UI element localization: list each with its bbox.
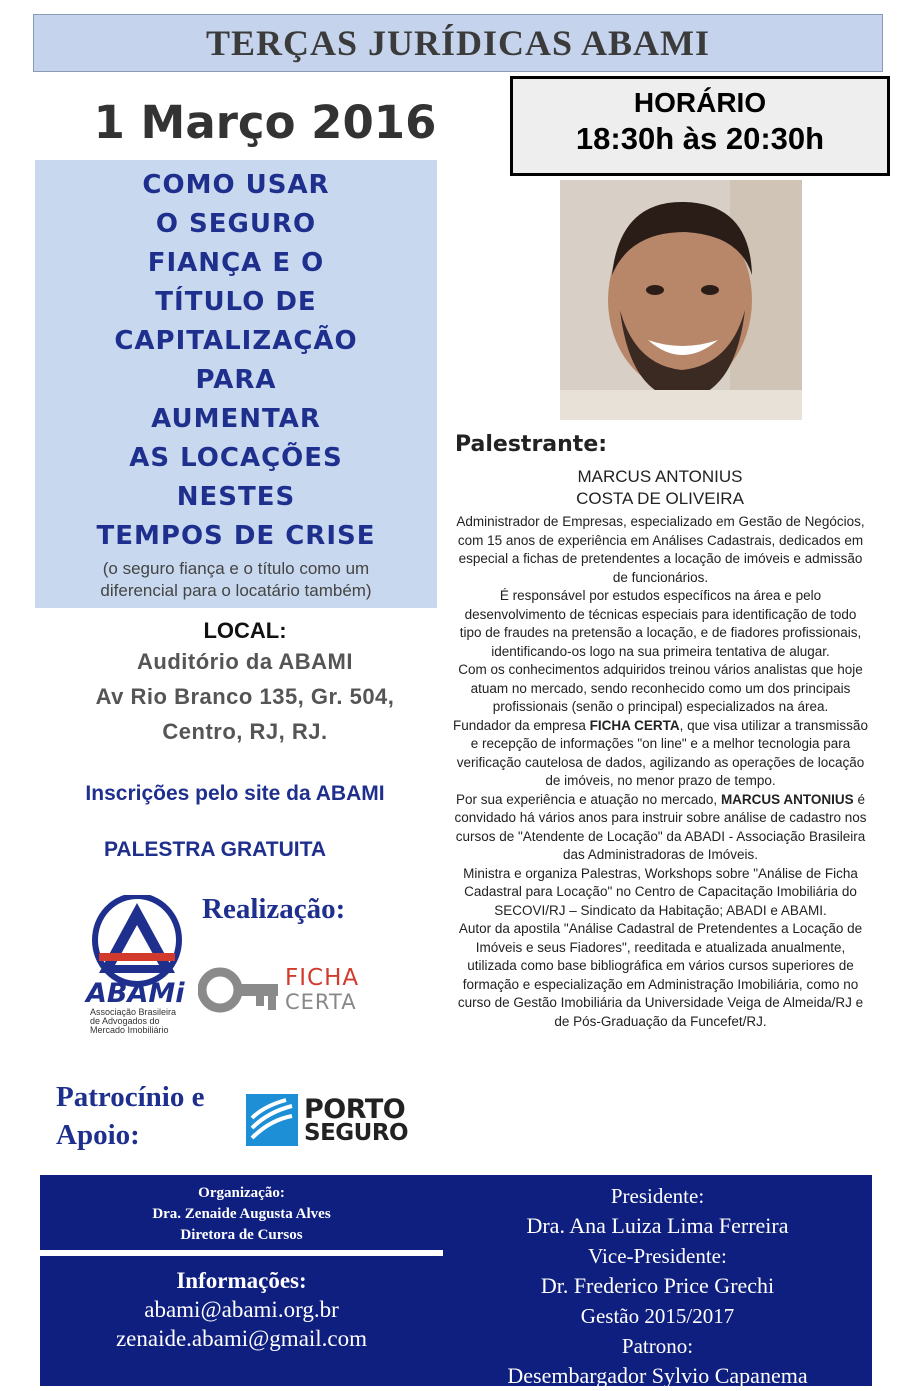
bio-company-name: FICHA CERTA: [589, 717, 680, 733]
event-series-header: [33, 14, 883, 72]
patron-name: Desembargador Sylvio Capanema: [507, 1363, 808, 1388]
sponsor-label: [56, 1078, 204, 1154]
porto-seguro-logo-icon: [246, 1094, 298, 1146]
topic-line: TEMPOS DE CRISE: [96, 521, 376, 551]
bio-text: Por sua experiência e atuação no mercado,: [456, 791, 721, 807]
speaker-name-line: COSTA DE OLIVEIRA: [576, 489, 744, 508]
speaker-portrait-illustration: [560, 180, 802, 420]
topic-line: PARA: [195, 365, 277, 395]
topic-line: FIANÇA E O: [147, 248, 325, 278]
president-label: Presidente:: [610, 1184, 705, 1208]
bio-paragraph: [452, 791, 869, 865]
topic-note: [35, 558, 437, 602]
location-line: Centro, RJ, RJ.: [162, 719, 328, 744]
schedule-label: HORÁRIO: [633, 87, 767, 118]
speaker-bio: [452, 513, 869, 1031]
porto-seguro-logo-line: PORTO: [304, 1094, 406, 1125]
registration-note: Inscrições pelo site da ABAMI: [85, 782, 385, 805]
bio-text: , que visa utilizar a transmissão e recepção de informações "on line" e a melhor tecnologia para verificação cautelosa de dados, agilizando as operações de locação de imóveis, no menor prazo de tempo.: [456, 717, 868, 788]
bio-paragraph: Administrador de Empresas, especializado em Gestão de Negócios, com 15 anos de experiência em Análises Cadastrais, dedicados em especial a fichas de pretendentes a locação de imóveis e admissão de funcionários.: [456, 514, 865, 585]
topic-line: NESTES: [176, 482, 296, 512]
contact-box: [40, 1256, 443, 1386]
speaker-photo: [560, 180, 802, 420]
organization-name: Dra. Zenaide Augusta Alves: [152, 1206, 331, 1222]
ficha-certa-logo-line: CERTA: [285, 990, 357, 1014]
bio-paragraph: Autor da apostila "Análise Cadastral de Pretendentes a Locação de Imóveis e seus Fiadores", reeditada e atualizada anualmente, utilizada como base bibliográfica em vários cursos superiores de formação e especialização em Administração Imobiliária, como no curso de Gestão Imobiliária da Universidade Veiga de Almeida/RJ e de Pós-Graduação da Funcefet/RJ.: [457, 921, 864, 1029]
bio-speaker-name: MARCUS ANTONIUS: [720, 791, 854, 807]
topic-note-line: (o seguro fiança e o título como um: [102, 559, 370, 578]
bio-text: é convidado há vários anos para instruir sobre análise de cadastro nos cursos de "Atendente de Locação" da ABADI - Associação Brasileira das Administradoras de Imóveis.: [454, 791, 867, 862]
schedule-box: [510, 76, 890, 176]
topic-box: [35, 160, 437, 608]
president-name: Dra. Ana Luiza Lima Ferreira: [526, 1213, 789, 1238]
realization-label: Realização:: [202, 893, 346, 925]
vice-president-label: Vice-Presidente:: [588, 1244, 727, 1268]
abami-logo-name: ABAMi: [86, 978, 185, 1009]
patron-label: Patrono:: [621, 1334, 694, 1358]
topic-line: CAPITALIZAÇÃO: [114, 326, 358, 356]
speaker-name: [530, 466, 790, 510]
bio-paragraph: Com os conhecimentos adquiridos treinou vários analistas que hoje atuam no mercado, sendo reconhecido como um dos principais profissionais (senão o principal) especializados na área.: [458, 662, 863, 714]
location-line: Av Rio Branco 135, Gr. 504,: [95, 684, 395, 709]
topic-line: AS LOCAÇÕES: [129, 443, 343, 473]
abami-subtitle-line: Mercado Imobiliário: [90, 1025, 169, 1035]
topic-line: O SEGURO: [155, 209, 317, 239]
organization-role: Diretora de Cursos: [180, 1227, 303, 1243]
speaker-name-line: MARCUS ANTONIUS: [577, 467, 743, 486]
topic-title: [35, 160, 437, 556]
event-series-title: TERÇAS JURÍDICAS ABAMI: [205, 23, 711, 63]
abami-subtitle-line: Associação Brasileira: [90, 1007, 177, 1017]
location-block: [40, 618, 450, 749]
free-event-note: PALESTRA GRATUITA: [103, 838, 327, 861]
term: Gestão 2015/2017: [580, 1304, 735, 1328]
topic-note-line: diferencial para o locatário também): [100, 581, 372, 600]
bio-paragraph: [452, 717, 869, 791]
bio-paragraph: Ministra e organiza Palestras, Workshops sobre "Análise de Ficha Cadastral para Locação" no Centro de Capacitação Imobiliária do SECOVI/RJ – Sindicato da Habitação; ABADI e ABAMI.: [463, 865, 858, 918]
contact-label: Informações:: [176, 1268, 307, 1293]
board-box: [443, 1175, 872, 1386]
location-title: LOCAL:: [203, 618, 287, 643]
abami-logo-subtitle: [90, 1008, 210, 1035]
sponsor-label-line: Apoio:: [56, 1119, 140, 1151]
bio-text: Fundador da empresa: [453, 717, 590, 733]
speaker-heading: Palestrante:: [455, 432, 608, 457]
porto-seguro-logo-line: SEGURO: [304, 1120, 409, 1146]
vice-president-name: Dr. Frederico Price Grechi: [540, 1273, 775, 1298]
topic-line: AUMENTAR: [151, 404, 321, 434]
contact-email: abami@abami.org.br: [144, 1297, 339, 1322]
location-line: Auditório da ABAMI: [137, 649, 353, 674]
abami-subtitle-line: de Advogados do: [90, 1016, 160, 1026]
ficha-certa-logo-line: FICHA: [285, 965, 360, 991]
organization-label: Organização:: [198, 1185, 285, 1201]
schedule-time: 18:30h às 20:30h: [575, 121, 825, 156]
event-date: 1 Março 2016: [93, 96, 437, 149]
topic-line: TÍTULO DE: [155, 287, 317, 317]
organization-box: [40, 1175, 443, 1250]
bio-paragraph: É responsável por estudos específicos na área e pelo desenvolvimento de técnicas especiais para identificação de todo tipo de fraudes na pretensão a locação, e de fiadores profissionais, identificando-os logo na sua primeira tentativa de alugar.: [459, 588, 862, 659]
contact-email: zenaide.abami@gmail.com: [115, 1326, 368, 1351]
sponsor-label-line: Patrocínio e: [56, 1081, 205, 1113]
topic-line: COMO USAR: [142, 170, 330, 200]
